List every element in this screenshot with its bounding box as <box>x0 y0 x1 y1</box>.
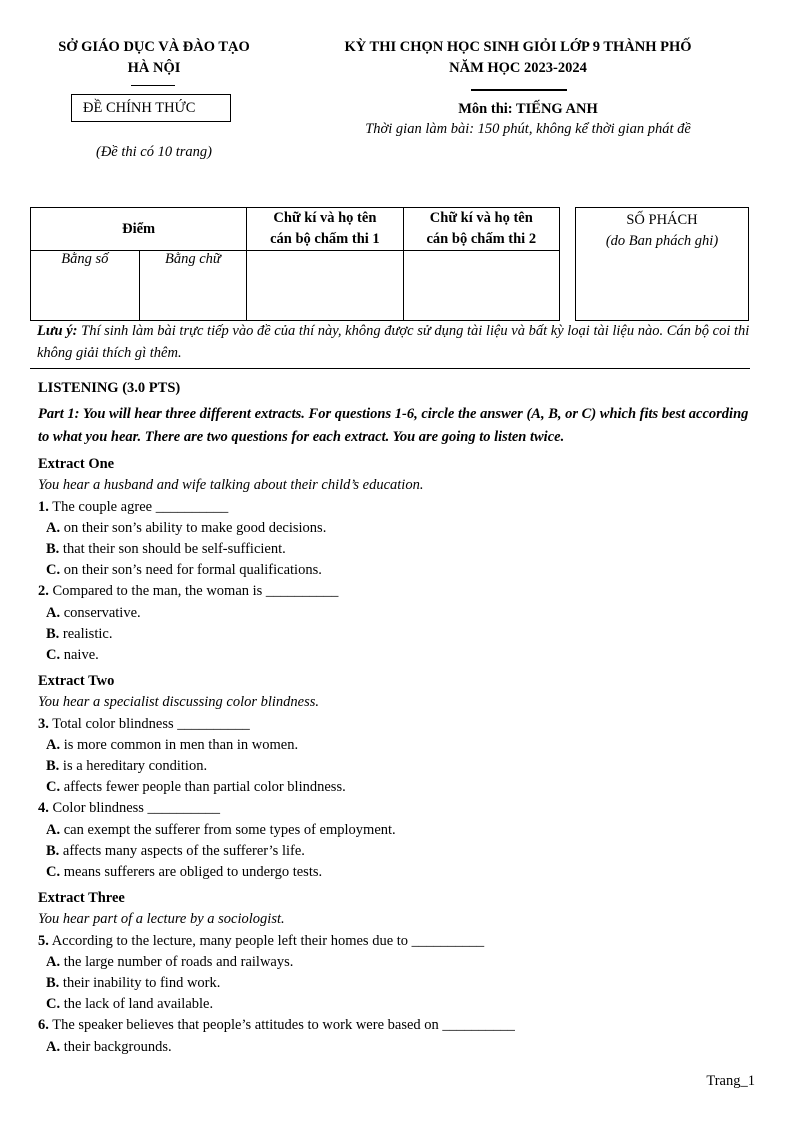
option-letter: C. <box>46 779 61 796</box>
score-header: Điểm <box>31 208 247 251</box>
option-text: their backgrounds. <box>60 1038 172 1055</box>
page-number: Trang_1 <box>706 1073 755 1089</box>
answer-option[interactable] <box>38 603 762 624</box>
so-phach-label: SỐ PHÁCH <box>626 212 698 228</box>
department-line-1: SỞ GIÁO DỤC VÀ ĐÀO TẠO <box>58 39 250 55</box>
option-text: is a hereditary condition. <box>59 758 208 775</box>
option-letter: A. <box>46 519 61 536</box>
score-in-words-cell[interactable] <box>139 251 247 321</box>
option-text: the lack of land available. <box>60 996 214 1013</box>
option-text: is more common in men than in women. <box>60 736 299 753</box>
department-line-2: HÀ NỘI <box>127 60 181 76</box>
question-stem: The speaker believes that people’s attitudes to work were based on __________ <box>48 1017 515 1034</box>
option-text: that their son should be self-sufficient. <box>59 541 286 558</box>
subject-label: Môn thi: TIẾNG ANH <box>458 101 598 117</box>
score-in-numbers-label: Bằng số <box>61 251 109 267</box>
page-count-note: (Đề thi có 10 trang) <box>96 144 212 160</box>
answer-option[interactable] <box>38 841 762 862</box>
question-number: 4. <box>38 800 49 817</box>
section-title: LISTENING (3.0 PTS) <box>38 380 181 396</box>
answer-option[interactable] <box>38 973 762 994</box>
examiner-2-line-1: Chữ kí và họ tên <box>429 210 533 226</box>
option-letter: B. <box>46 975 60 992</box>
answer-option[interactable] <box>38 518 762 539</box>
extract-title: Extract Three <box>38 890 125 907</box>
answer-option[interactable] <box>38 952 762 973</box>
option-letter: B. <box>46 842 60 859</box>
divider <box>30 368 750 369</box>
exam-title-line-2: NĂM HỌC 2023-2024 <box>449 60 587 76</box>
answer-option[interactable] <box>38 624 762 645</box>
option-letter: A. <box>46 736 61 753</box>
question-stem: The couple agree __________ <box>48 498 229 515</box>
examiner-2-signature-cell[interactable] <box>403 251 559 321</box>
question-number: 2. <box>38 583 49 600</box>
option-letter: B. <box>46 625 60 642</box>
option-text: naive. <box>60 647 99 664</box>
question-number: 3. <box>38 715 49 732</box>
answer-option[interactable] <box>38 735 762 756</box>
exam-header <box>318 37 718 79</box>
option-letter: C. <box>46 647 61 664</box>
question-stem: Compared to the man, the woman is __________ <box>48 583 339 600</box>
answer-option[interactable] <box>38 560 762 581</box>
question <box>38 497 762 518</box>
question-stem: Total color blindness __________ <box>48 715 250 732</box>
extract-intro: You hear part of a lecture by a sociologist. <box>38 911 285 928</box>
extract-title: Extract One <box>38 456 115 473</box>
question-stem: According to the lecture, many people left their homes due to __________ <box>48 932 485 949</box>
question-number: 1. <box>38 498 49 515</box>
question <box>38 798 762 819</box>
question-stem: Color blindness __________ <box>48 800 221 817</box>
exam-note <box>37 320 761 364</box>
score-in-numbers-cell[interactable] <box>31 251 140 321</box>
option-letter: C. <box>46 864 61 881</box>
so-phach-note: (do Ban phách ghi) <box>605 233 719 249</box>
examiner-1-header <box>247 208 403 251</box>
score-in-words-label: Bằng chữ <box>165 251 221 267</box>
option-text: on their son’s need for formal qualifications. <box>60 562 322 579</box>
extract-intro: You hear a specialist discussing color blindness. <box>38 694 320 711</box>
note-text: Thí sinh làm bài trực tiếp vào đề của thí này, không được sử dụng tài liệu và bất kỳ loại tài liệu nào. Cán bộ coi thi không giải thích gì thêm. <box>37 323 750 361</box>
option-letter: A. <box>46 821 61 838</box>
official-exam-box: ĐỀ CHÍNH THỨC <box>71 94 231 122</box>
part-instructions: Part 1: You will hear three different extracts. For questions 1-6, circle the answer (A, B, or C) which fits best according to what you hear. There are two questions for each extract. You are going to listen twice. <box>38 406 749 446</box>
answer-option[interactable] <box>38 862 762 883</box>
question <box>38 1015 762 1036</box>
examiner-2-line-2: cán bộ chấm thi 2 <box>426 231 537 247</box>
extract-intro: You hear a husband and wife talking about their child’s education. <box>38 477 424 494</box>
option-letter: B. <box>46 541 60 558</box>
option-letter: A. <box>46 953 61 970</box>
examiner-1-line-1: Chữ kí và họ tên <box>273 210 377 226</box>
option-letter: A. <box>46 1038 61 1055</box>
question-number: 6. <box>38 1017 49 1034</box>
listening-section <box>38 378 762 1058</box>
option-text: the large number of roads and railways. <box>60 953 294 970</box>
answer-option[interactable] <box>38 756 762 777</box>
option-text: realistic. <box>59 625 113 642</box>
answer-option[interactable] <box>38 1037 762 1058</box>
time-note: Thời gian làm bài: 150 phút, không kể thời gian phát đề <box>365 121 691 137</box>
examiner-1-line-2: cán bộ chấm thi 1 <box>270 231 380 247</box>
question <box>38 581 762 602</box>
question <box>38 714 762 735</box>
answer-option[interactable] <box>38 539 762 560</box>
option-text: means sufferers are obliged to undergo tests. <box>60 864 323 881</box>
option-text: their inability to find work. <box>59 975 221 992</box>
note-label: Lưu ý: <box>37 323 78 339</box>
examiner-1-signature-cell[interactable] <box>247 251 403 321</box>
option-letter: C. <box>46 562 61 579</box>
so-phach-box <box>575 207 749 321</box>
answer-option[interactable] <box>38 645 762 666</box>
option-letter: C. <box>46 996 61 1013</box>
exam-underline <box>471 89 567 91</box>
department-header <box>30 37 278 79</box>
examiner-2-header <box>403 208 559 251</box>
option-text: affects fewer people than partial color blindness. <box>60 779 346 796</box>
answer-option[interactable] <box>38 820 762 841</box>
option-letter: B. <box>46 758 60 775</box>
department-underline <box>131 85 175 86</box>
option-text: affects many aspects of the sufferer’s life. <box>59 842 305 859</box>
option-letter: A. <box>46 604 61 621</box>
score-table <box>30 207 560 321</box>
answer-option[interactable] <box>38 777 762 798</box>
option-text: on their son’s ability to make good decisions. <box>60 519 327 536</box>
question-number: 5. <box>38 932 49 949</box>
question <box>38 931 762 952</box>
extract-title: Extract Two <box>38 673 115 690</box>
option-text: can exempt the sufferer from some types of employment. <box>60 821 396 838</box>
answer-option[interactable] <box>38 994 762 1015</box>
option-text: conservative. <box>60 604 141 621</box>
exam-title-line-1: KỲ THI CHỌN HỌC SINH GIỎI LỚP 9 THÀNH PHỐ <box>344 39 692 55</box>
